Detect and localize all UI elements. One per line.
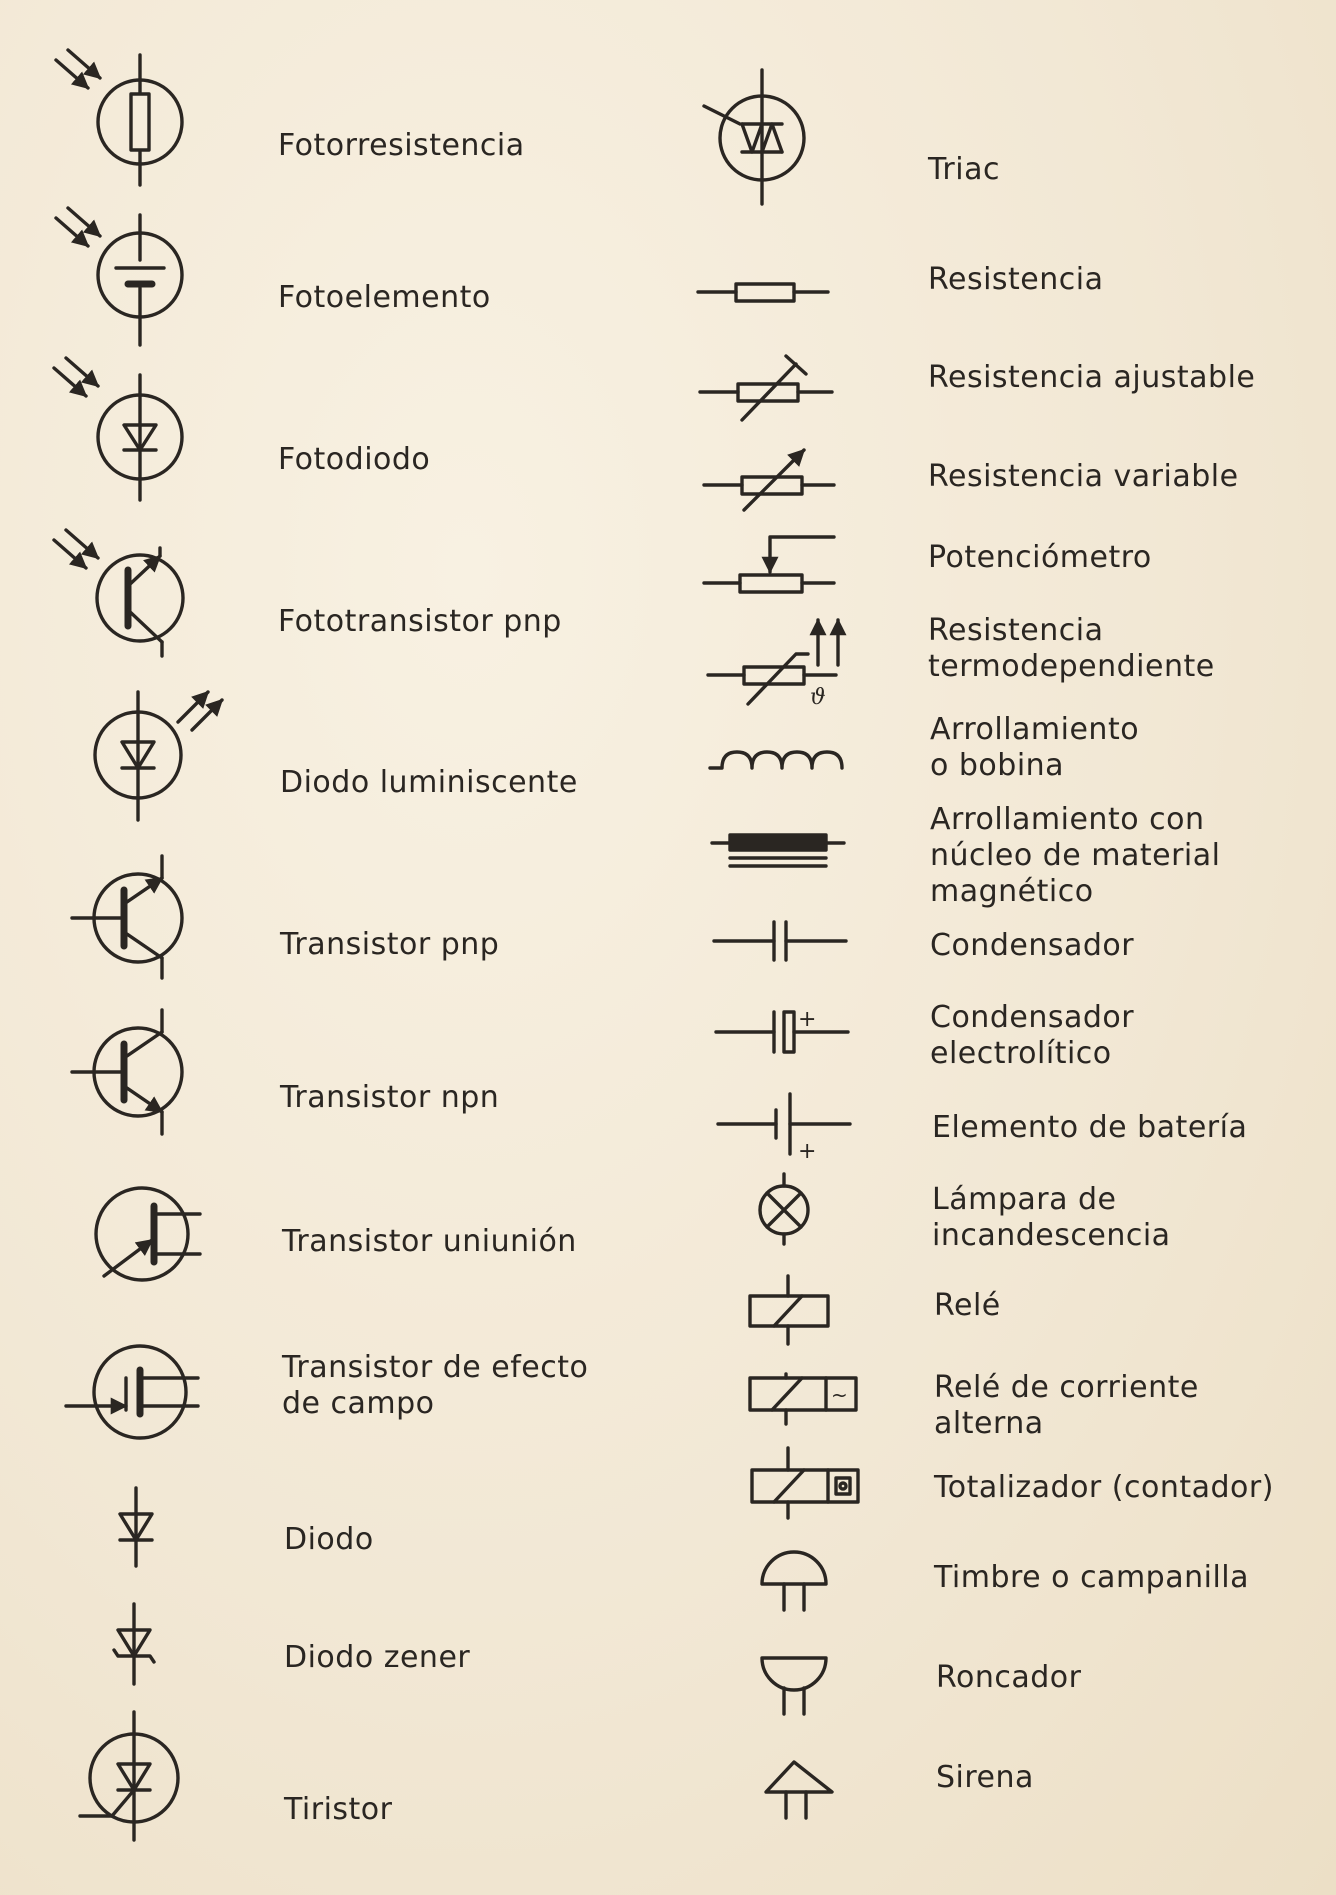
plus-glyph: +	[798, 1007, 817, 1032]
label-capacitor: Condensador	[930, 928, 1135, 963]
label-transistor-npn: Transistor npn	[280, 1080, 500, 1115]
potentiometer-symbol	[704, 537, 834, 592]
photoresistor-symbol	[56, 50, 182, 185]
label-electrolytic-capacitor: Condensador electrolítico	[930, 1000, 1135, 1071]
label-triac: Triac	[928, 152, 1000, 187]
diode-symbol	[120, 1488, 152, 1566]
label-potentiometer: Potenciómetro	[928, 540, 1152, 575]
label-ac-relay: Relé de corriente alterna	[934, 1370, 1199, 1441]
buzzer-symbol	[762, 1658, 826, 1714]
label-thyristor: Tiristor	[284, 1792, 393, 1827]
label-iron-core-coil: Arrollamiento con núcleo de material magnético	[930, 802, 1221, 909]
label-zener-diode: Diodo zener	[284, 1640, 471, 1675]
theta-glyph: ϑ	[810, 685, 826, 710]
triac-symbol	[704, 70, 804, 204]
led-symbol	[95, 692, 222, 820]
adjustable-resistor-symbol	[700, 356, 832, 420]
label-photocell: Fotoelemento	[278, 280, 491, 315]
zener-diode-symbol	[114, 1604, 154, 1684]
variable-resistor-symbol	[704, 450, 834, 510]
resistor-symbol	[698, 284, 828, 301]
electrolytic-capacitor-symbol	[716, 1007, 848, 1052]
label-coil: Arrollamiento o bobina	[930, 712, 1140, 783]
label-bell: Timbre o campanilla	[934, 1560, 1249, 1595]
photodiode-symbol	[54, 358, 182, 500]
label-photoresistor: Fotorresistencia	[278, 128, 525, 163]
label-relay: Relé	[934, 1288, 1001, 1323]
label-buzzer: Roncador	[936, 1660, 1082, 1695]
label-fet: Transistor de efecto de campo	[282, 1350, 589, 1421]
tilde-glyph: ~	[831, 1383, 848, 1407]
siren-symbol	[766, 1762, 832, 1818]
transistor-pnp-symbol	[72, 856, 182, 978]
capacitor-symbol	[714, 922, 846, 960]
label-variable-resistor: Resistencia variable	[928, 459, 1239, 494]
plus-glyph: +	[798, 1139, 817, 1164]
label-ujt: Transistor uniunión	[282, 1224, 577, 1259]
bell-symbol	[762, 1552, 826, 1610]
phototransistor-pnp-symbol	[54, 530, 183, 656]
photocell-symbol	[56, 208, 182, 345]
label-adjustable-resistor: Resistencia ajustable	[928, 360, 1256, 395]
label-incandescent-lamp: Lámpara de incandescencia	[932, 1182, 1171, 1253]
ac-relay-symbol	[750, 1374, 856, 1424]
iron-core-coil-symbol	[712, 835, 844, 866]
label-thermistor: Resistencia termodependiente	[928, 613, 1215, 684]
label-resistor: Resistencia	[928, 262, 1104, 297]
label-battery-cell: Elemento de batería	[932, 1110, 1248, 1145]
counter-symbol	[752, 1448, 858, 1518]
thermistor-symbol	[708, 620, 838, 710]
fet-symbol	[66, 1346, 198, 1438]
coil-symbol	[710, 752, 842, 768]
label-counter: Totalizador (contador)	[934, 1470, 1274, 1505]
label-siren: Sirena	[936, 1760, 1034, 1795]
ujt-symbol	[96, 1188, 200, 1280]
relay-symbol	[750, 1276, 828, 1344]
thyristor-symbol	[80, 1712, 178, 1840]
label-transistor-pnp: Transistor pnp	[280, 927, 500, 962]
label-diode: Diodo	[284, 1522, 374, 1557]
incandescent-lamp-symbol	[760, 1174, 808, 1244]
battery-cell-symbol	[718, 1094, 850, 1164]
label-led: Diodo luminiscente	[280, 765, 578, 800]
label-phototransistor-pnp: Fototransistor pnp	[278, 604, 562, 639]
label-photodiode: Fotodiodo	[278, 442, 431, 477]
transistor-npn-symbol	[72, 1010, 182, 1134]
